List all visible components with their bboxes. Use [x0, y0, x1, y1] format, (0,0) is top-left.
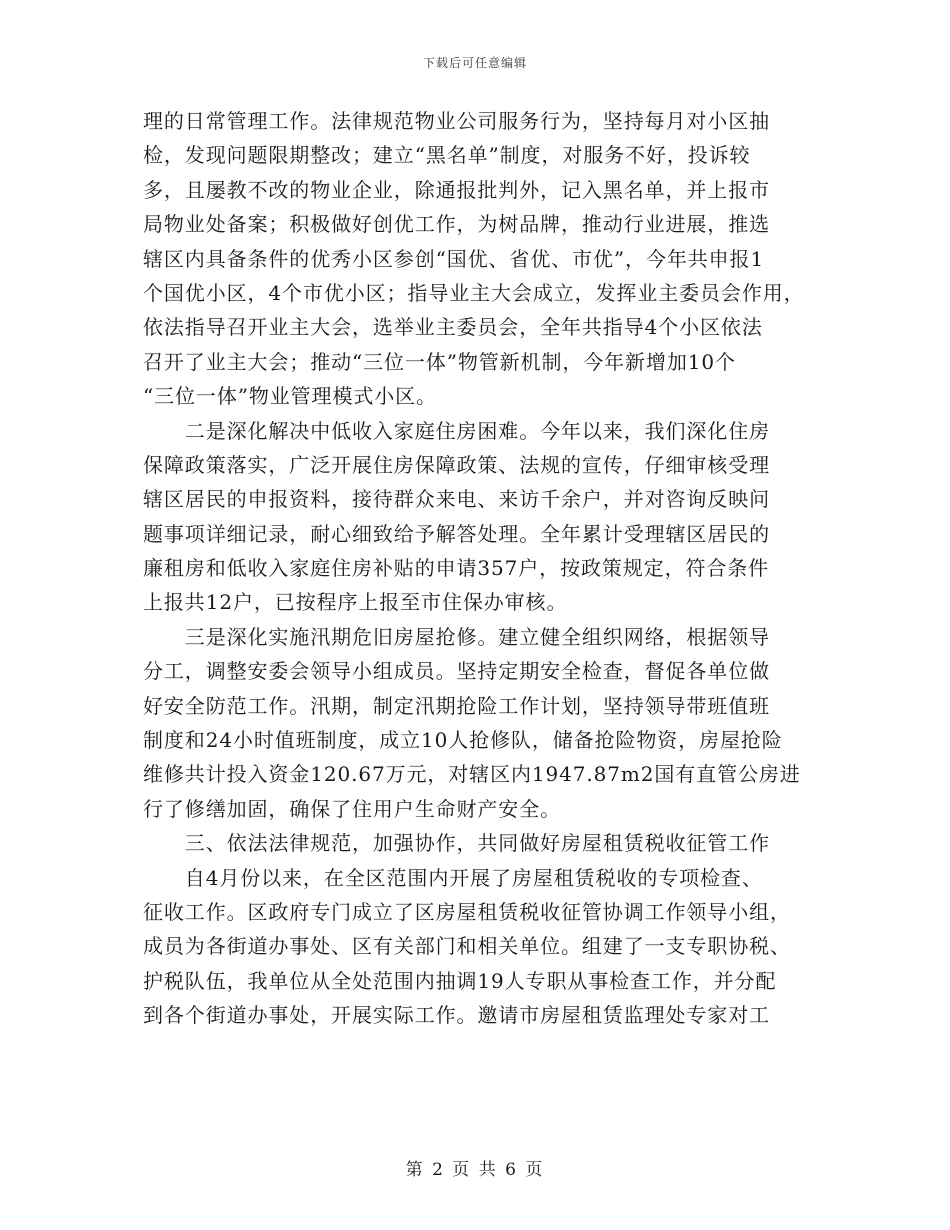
text-line: 多，且屡教不改的物业企业，除通报批判外，记入黑名单，并上报市: [143, 177, 770, 202]
text-line: 护税队伍，我单位从全处范围内抽调19人专职从事检查工作，并分配: [143, 968, 777, 993]
paragraph-start-line: 自4月份以来，在全区范围内开展了房屋租赁税收的专项检查、: [143, 865, 763, 890]
page-number-footer: 第 2 页 共 6 页: [405, 1160, 545, 1180]
text-line: 保障政策落实，广泛开展住房保障政策、法规的宣传，仔细审核受理: [143, 452, 770, 477]
text-line: 分工，调整安委会领导小组成员。坚持定期安全检查，督促各单位做: [143, 659, 770, 684]
text-line: 维修共计投入资金120.67万元，对辖区内1947.87m2国有直管公房进: [143, 762, 801, 787]
text-line: 好安全防范工作。汛期，制定汛期抢险工作计划，坚持领导带班值班: [143, 693, 770, 718]
body-text: [143, 104, 823, 1033]
text-line: 征收工作。区政府专门成立了区房屋租赁税收征管协调工作领导小组，: [143, 899, 791, 924]
text-line: 到各个街道办事处，开展实际工作。邀请市房屋租赁监理处专家对工: [143, 1003, 770, 1028]
header-note: 下载后可任意编辑: [422, 56, 527, 70]
text-line: 个国优小区，4个市优小区；指导业主大会成立，发挥业主委员会作用，: [143, 280, 805, 305]
text-line: 制度和24小时值班制度，成立10人抢修队，储备抢险物资，房屋抢险: [143, 728, 783, 753]
text-line: 廉租房和低收入家庭住房补贴的申请357户，按政策规定，符合条件: [143, 556, 770, 581]
text-line: 辖区内具备条件的优秀小区参创“国优、省优、市优”，今年共申报1: [143, 246, 765, 271]
text-line: 成员为各街道办事处、区有关部门和相关单位。组建了一支专职协税、: [143, 934, 791, 959]
text-line: 局物业处备案；积极做好创优工作，为树品牌，推动行业进展，推选: [143, 212, 770, 237]
text-line: 检，发现问题限期整改；建立“黑名单”制度，对服务不好，投诉较: [143, 143, 751, 168]
text-line: 行了修缮加固，确保了住用户生命财产安全。: [143, 796, 561, 821]
paragraph-start-line: 二是深化解决中低收入家庭住房困难。今年以来，我们深化住房: [143, 418, 770, 443]
text-line: 辖区居民的申报资料，接待群众来电、来访千余户，并对咨询反映问: [143, 487, 770, 512]
text-line: 依法指导召开业主大会，选举业主委员会，全年共指导4个小区依法: [143, 315, 763, 340]
paragraph-start-line: 三是深化实施汛期危旧房屋抢修。建立健全组织网络，根据领导: [143, 624, 770, 649]
text-line: 召开了业主大会；推动“三位一体”物管新机制，今年新增加10个: [143, 349, 736, 374]
section-heading-line: 三、依法法律规范，加强协作，共同做好房屋租赁税收征管工作: [143, 831, 770, 856]
text-line: 上报共12户，已按程序上报至市住保办审核。: [143, 590, 568, 615]
text-line: 题事项详细记录，耐心细致给予解答处理。全年累计受理辖区居民的: [143, 521, 770, 546]
text-line: “三位一体”物业管理模式小区。: [143, 384, 437, 409]
text-line: 理的日常管理工作。法律规范物业公司服务行为，坚持每月对小区抽: [143, 109, 770, 133]
